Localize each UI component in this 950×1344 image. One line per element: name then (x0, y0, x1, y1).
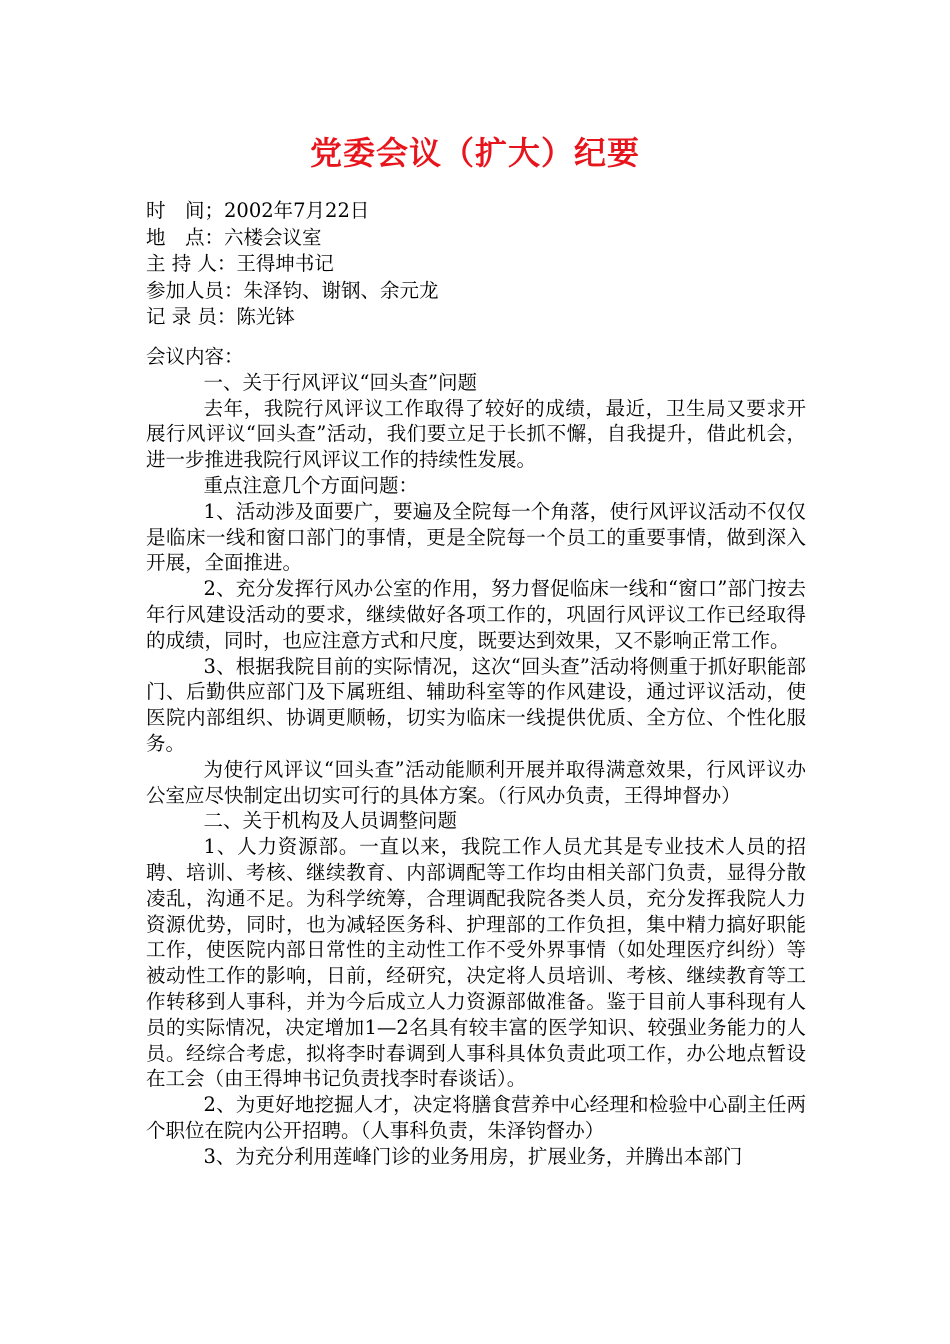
meeting-recorder: 记 录 员：陈光钵 (146, 305, 295, 328)
paragraph: 为使行风评议“回头查”活动能顺利开展并取得满意效果，行风评议办公室应尽快制定出切实可行的具体方案。（行风办负责，王得坤督办） (146, 757, 806, 807)
paragraph: 3、为充分利用莲峰门诊的业务用房，扩展业务，并腾出本部门 (203, 1144, 743, 1168)
paragraph: 1、人力资源部。一直以来，我院工作人员尤其是专业技术人员的招聘、培训、考核、继续教育、内部调配等工作均由相关部门负责，显得分散凌乱，沟通不足。为科学统筹，合理调配我院各类人员，充分发挥我院人力资源优势，同时，也为减轻医务科、护理部的工作负担，集中精力搞好职能工作，使医院内部日常性的主动性工作不受外界事情（如处理医疗纠纷）等被动性工作的影响，日前，经研究，决定将人员培训、考核、继续教育等工作转移到人事科，并为今后成立人力资源部做准备。鉴于目前人事科现有人员的实际情况，决定增加1—2名具有较丰富的医学知识、较强业务能力的人员。经综合考虑，拟将李时春调到人事科具体负责此项工作，办公地点暂设在工会（由王得坤书记负责找李时春谈话）。 (146, 835, 806, 1091)
section-heading: 二、关于机构及人员调整问题 (203, 809, 458, 833)
paragraph: 3、根据我院目前的实际情况，这次“回头查”活动将侧重于抓好职能部门、后勤供应部门及下属班组、辅助科室等的作风建设，通过评议活动，使医院内部组织、协调更顺畅，切实为临床一线提供优质、全方位、个性化服务。 (146, 654, 806, 755)
paragraph: 去年，我院行风评议工作取得了较好的成绩，最近，卫生局又要求开展行风评议“回头查”活动，我们要立足于长抓不懈，自我提升，借此机会，进一步推进我院行风评议工作的持续性发展。 (146, 396, 806, 472)
paragraph: 2、充分发挥行风办公室的作用，努力督促临床一线和“窗口”部门按去年行风建设活动的要求，继续做好各项工作的，巩固行风评议工作已经取得的成绩，同时，也应注意方式和尺度，既要达到效果，又不影响正常工作。 (146, 577, 806, 652)
meeting-location: 地 点：六楼会议室 (146, 225, 322, 249)
meeting-info (146, 198, 439, 331)
document-title: 党委会议（扩大）纪要 (309, 134, 640, 172)
content-heading: 会议内容： (146, 345, 244, 368)
section-heading: 一、关于行风评议“回头查”问题 (203, 370, 477, 394)
paragraph: 2、为更好地挖掘人才，决定将膳食营养中心经理和检验中心副主任两个职位在院内公开招聘。（人事科负责，朱泽钧督办） (146, 1093, 806, 1142)
paragraph: 1、活动涉及面要广，要遍及全院每一个角落，使行风评议活动不仅仅是临床一线和窗口部门的事情，更是全院每一个员工的重要事情，做到深入开展，全面推进。 (146, 499, 806, 575)
meeting-content (146, 344, 806, 1170)
meeting-attendees: 参加人员：朱泽钧、谢钢、余元龙 (146, 278, 439, 302)
paragraph: 重点注意几个方面问题： (203, 473, 419, 497)
meeting-host: 主 持 人：王得坤书记 (146, 252, 334, 275)
meeting-time: 时 间；2002年7月22日 (146, 199, 370, 222)
